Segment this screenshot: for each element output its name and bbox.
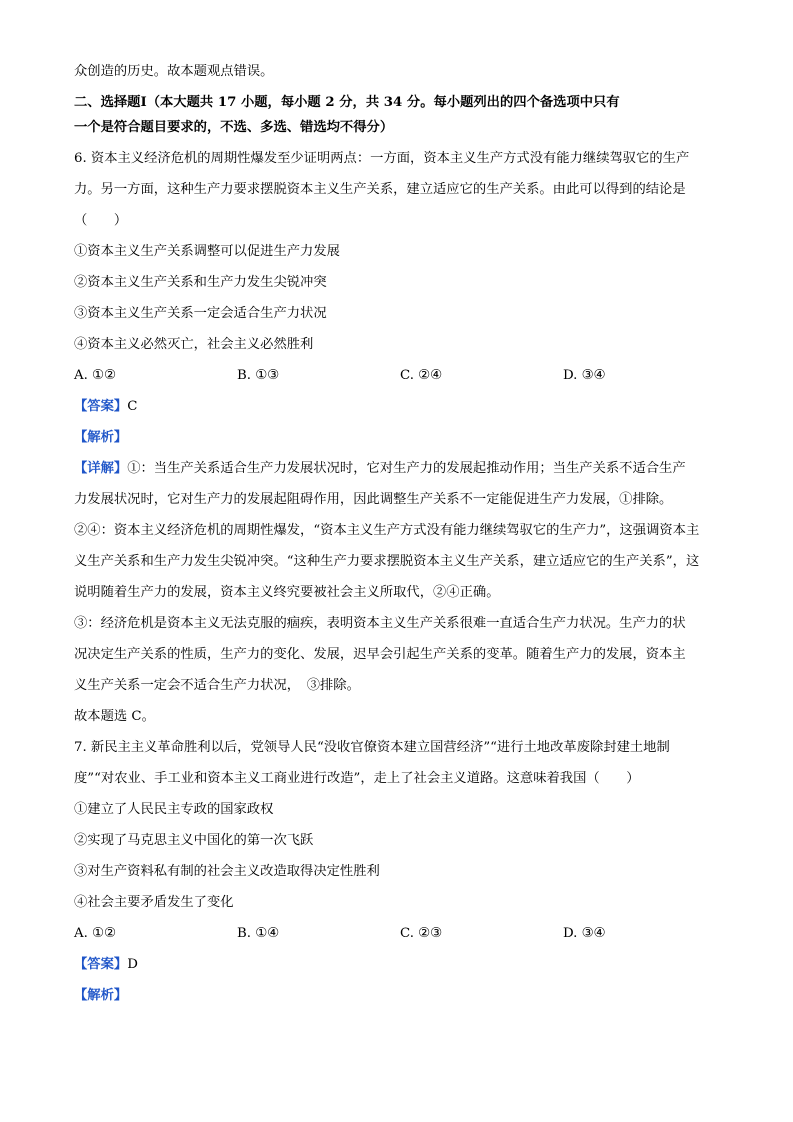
q6-detail-line: 说明随着生产力的发展，资本主义终究要被社会主义所取代，②④正确。 (74, 585, 500, 600)
q6-detail (74, 459, 724, 727)
q6-detail-line: 力发展状况时，它对生产力的发展起阻碍作用，因此调整生产关系不一定能促进生产力发展，①排除。 (74, 492, 673, 507)
q6-statement: ②资本主义生产关系和生产力发生尖锐冲突 (74, 275, 327, 290)
q6-detail-line: 况决定生产关系的性质，生产力的变化、发展，迟早会引起生产关系的变革。随着生产力的发展，资本主 (74, 647, 686, 662)
q7-analysis (74, 986, 724, 1006)
q7-statement: ②实现了马克思主义中国化的第一次飞跃 (74, 833, 314, 848)
q7-analysis-tag: 【解析】 (74, 988, 128, 1003)
q6-detail-line: 义生产关系一定会不适合生产力状况， ③排除。 (74, 678, 360, 693)
q7-option-b: B. ①④ (237, 926, 280, 941)
q7-option-c: C. ②③ (400, 926, 442, 941)
q7-statement: ③对生产资料私有制的社会主义改造取得决定性胜利 (74, 864, 380, 879)
q6-stem (74, 149, 724, 231)
q6-detail-line: ②④：资本主义经济危机的周期性爆发，“资本主义生产方式没有能力继续驾驭它的生产力”，这强调资本主 (74, 523, 700, 538)
q7-answer (74, 955, 724, 975)
q7-stem-line: 7. 新民主主义革命胜利以后，党领导人民“没收官僚资本建立国营经济”“进行土地改革废除封建土地制 (74, 740, 670, 755)
q6-detail-line: 故本题选 C。 (74, 709, 155, 724)
intro-line: 众创造的历史。故本题观点错误。 (74, 64, 274, 79)
q6-answer-tag: 【答案】 (74, 399, 128, 414)
q6-option-a: A. ①② (74, 368, 116, 383)
q6-answer (74, 397, 724, 417)
q6-detail-line: 义生产关系和生产力发生尖锐冲突。“这种生产力要求摆脱资本主义生产关系，建立适应它的生产关系”，这 (74, 554, 700, 569)
q6-analysis (74, 428, 724, 448)
q6-statement: ①资本主义生产关系调整可以促进生产力发展 (74, 244, 340, 259)
q6-stem-line: 力。另一方面，这种生产力要求摆脱资本主义生产关系，建立适应它的生产关系。由此可以得到的结论是 (74, 182, 686, 197)
section-heading-line-2: 一个是符合题目要求的，不选、多选、错选均不得分） (74, 120, 394, 135)
section-heading-line-1: 二、选择题Ⅰ（本大题共 17 小题，每小题 2 分，共 34 分。每小题列出的四个备选项中只有 (74, 95, 620, 110)
q6-analysis-tag: 【解析】 (74, 430, 128, 445)
q6-detail-line: ③：经济危机是资本主义无法克服的痼疾，表明资本主义生产关系很难一直适合生产力状况。生产力的状 (74, 616, 686, 631)
q6-option-c: C. ②④ (400, 368, 442, 383)
q7-answer-tag: 【答案】 (74, 957, 128, 972)
q7-option-a: A. ①② (74, 926, 116, 941)
q6-detail-line (74, 459, 724, 479)
q6-detail-tag: 【详解】 (74, 461, 128, 476)
document-page (74, 62, 724, 1017)
q7-statements (74, 800, 724, 913)
q7-answer-value: D (127, 957, 138, 972)
q6-option-d: D. ③④ (563, 368, 606, 383)
section-heading (74, 93, 724, 138)
q7-stem (74, 738, 724, 789)
q7-statement: ①建立了人民民主专政的国家政权 (74, 802, 274, 817)
q6-statements (74, 242, 724, 355)
q7-statement: ④社会主要矛盾发生了变化 (74, 895, 234, 910)
q7-option-d: D. ③④ (563, 926, 606, 941)
q6-statement: ③资本主义生产关系一定会适合生产力状况 (74, 306, 327, 321)
q6-detail-text: ①：当生产关系适合生产力发展状况时，它对生产力的发展起推动作用；当生产关系不适合生产 (127, 461, 686, 476)
q6-answer-value: C (127, 399, 138, 414)
q7-options (74, 924, 724, 944)
q6-stem-line: 6. 资本主义经济危机的周期性爆发至少证明两点：一方面，资本主义生产方式没有能力继续驾驭它的生产 (74, 151, 690, 166)
q7-stem-line: 度”“对农业、手工业和资本主义工商业进行改造”，走上了社会主义道路。这意味着我国（ ） (74, 771, 640, 786)
q6-stem-line: （ ） (74, 213, 128, 228)
intro-paragraph (74, 62, 724, 82)
q6-option-b: B. ①③ (237, 368, 280, 383)
q6-options (74, 366, 724, 386)
q6-statement: ④资本主义必然灭亡，社会主义必然胜利 (74, 337, 314, 352)
